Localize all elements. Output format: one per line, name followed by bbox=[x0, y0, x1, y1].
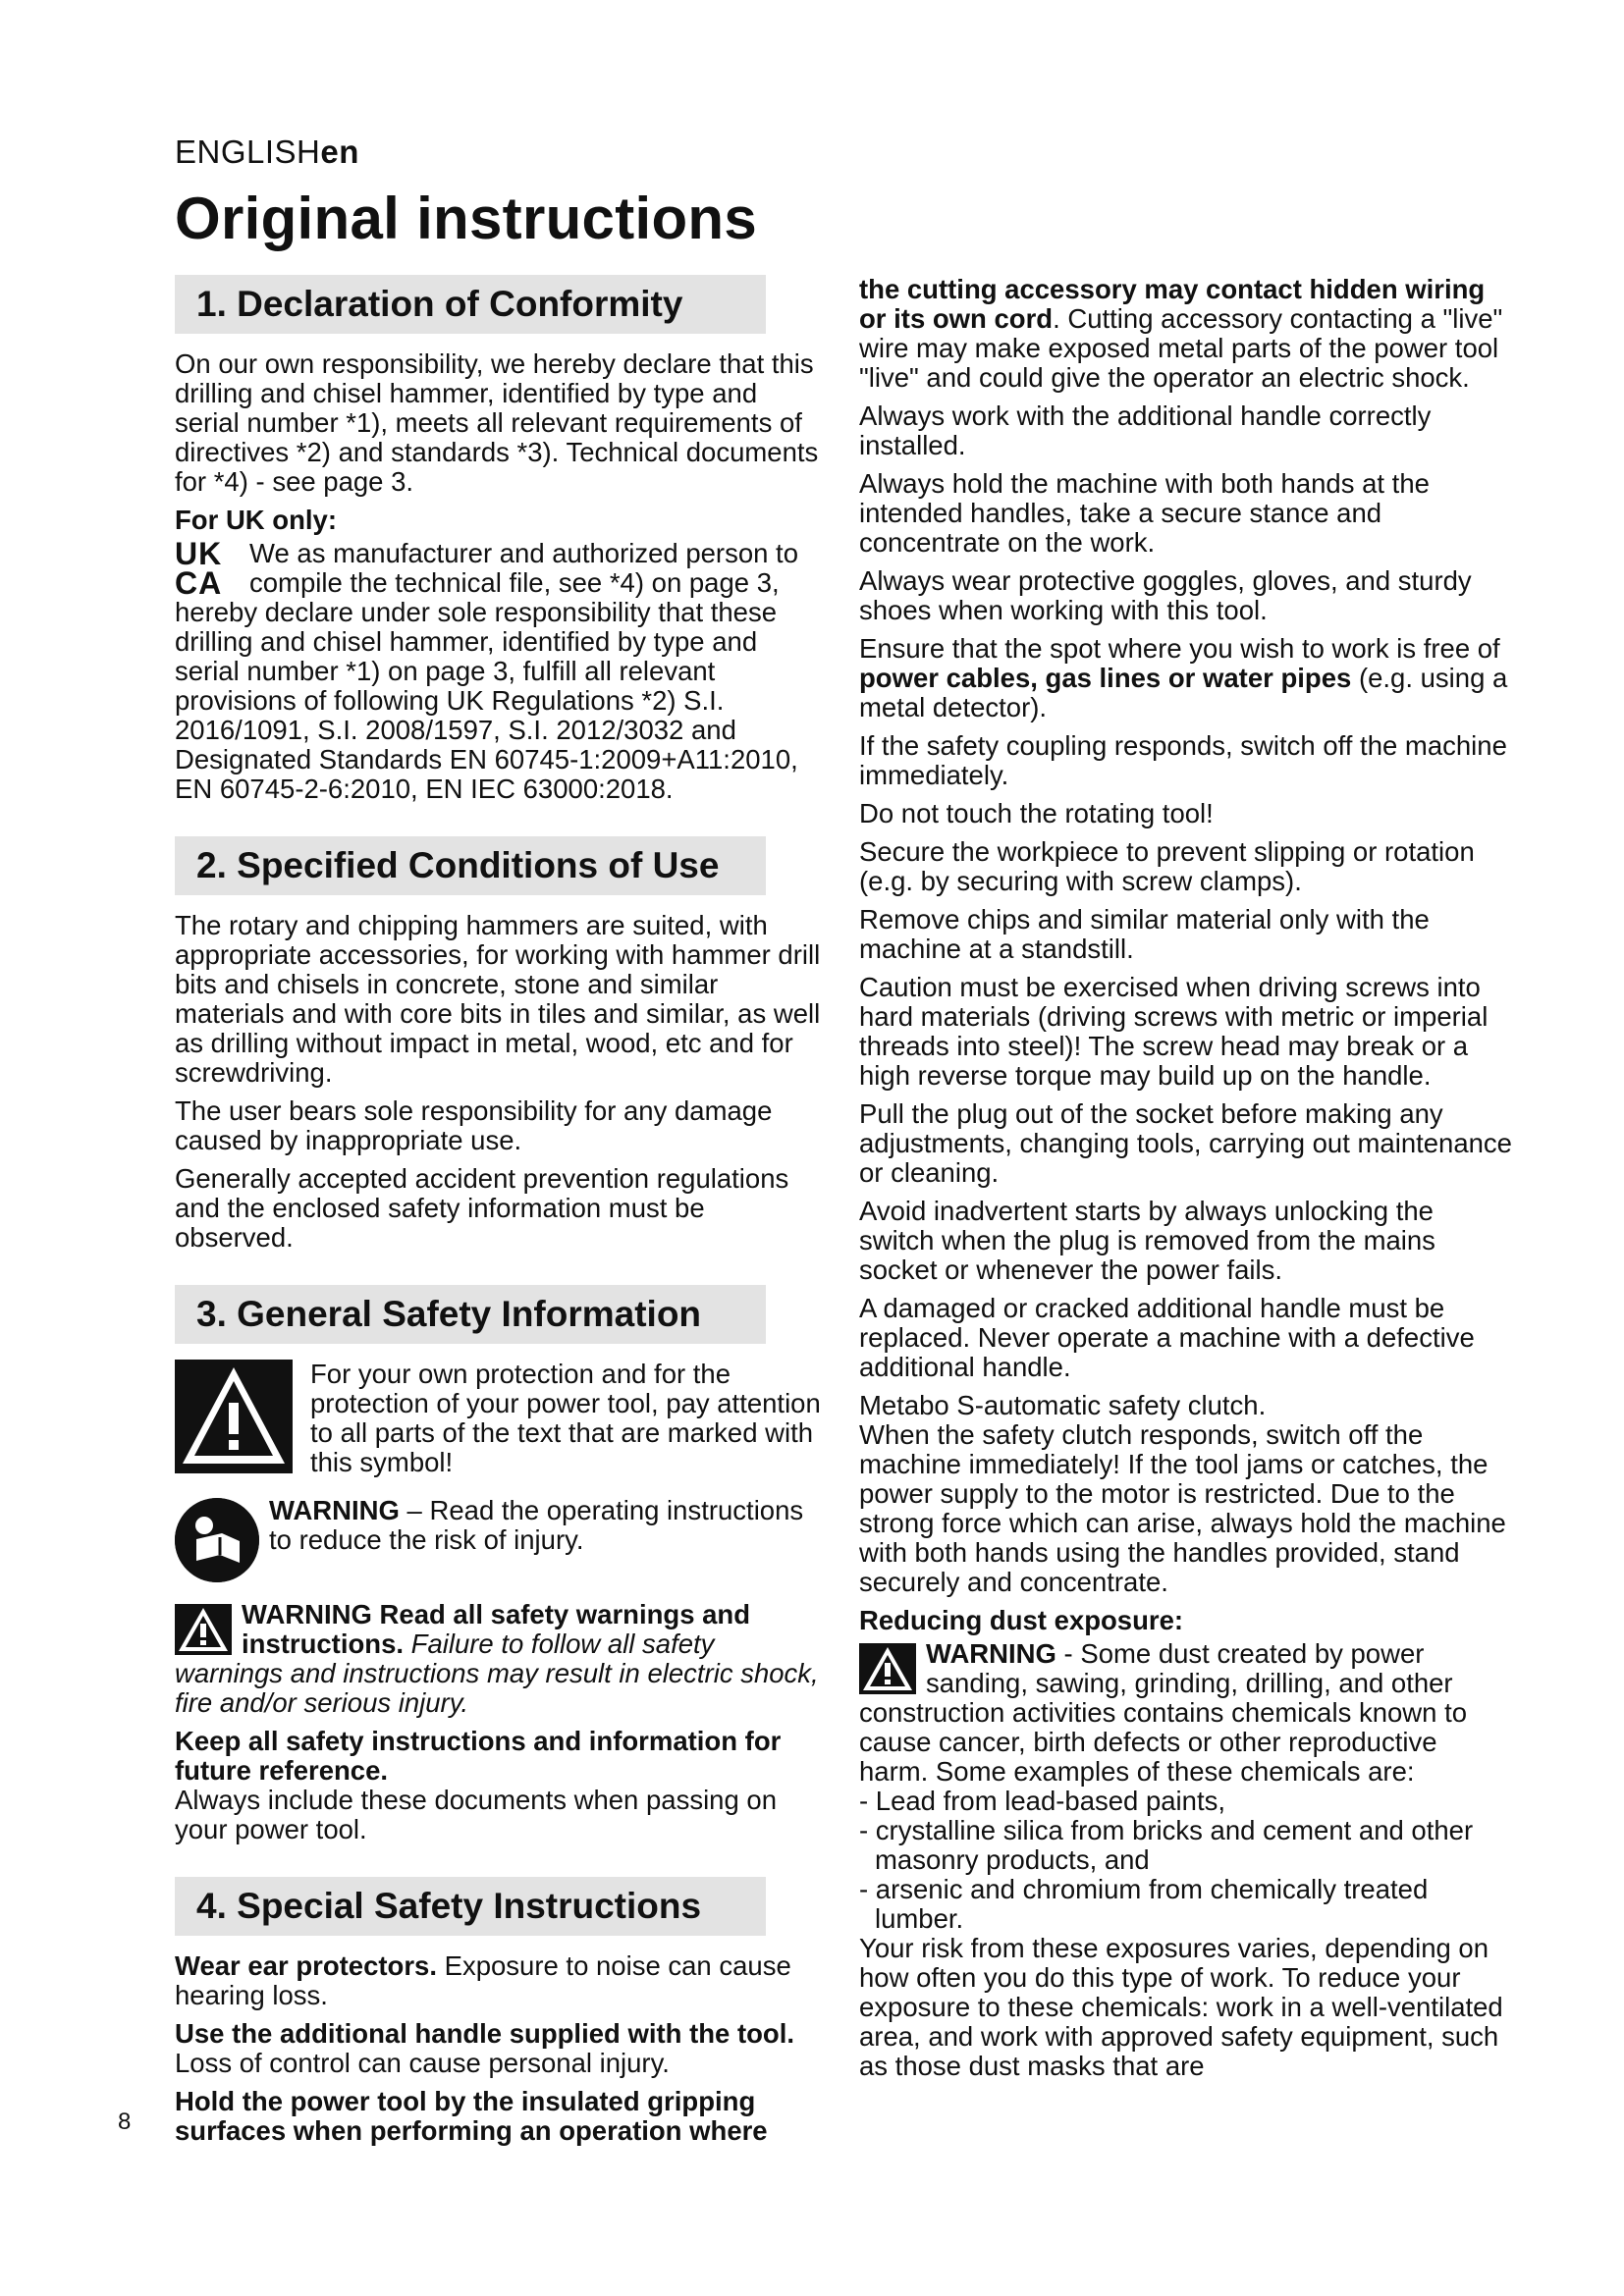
dust-warning-block bbox=[859, 1639, 1513, 1787]
instruction-r8: Remove chips and similar material only with the machine at a standstill. bbox=[859, 904, 1430, 964]
warning-small-icon bbox=[175, 1604, 232, 1655]
language-code: en bbox=[320, 133, 359, 170]
instruction-r7: Secure the workpiece to prevent slipping or rotation (e.g. by securing with screw clamps). bbox=[859, 836, 1475, 896]
ukca-mark-top: UK bbox=[175, 536, 223, 571]
hidden-wiring-heading: the cutting accessory may contact hidden wiring or its own cord bbox=[859, 274, 1486, 334]
read-manual-icon bbox=[175, 1498, 259, 1582]
document-title: Original instructions bbox=[175, 186, 758, 251]
instruction-r9: Caution must be exercised when driving screws into hard materials (driving screws with metric or imperial threads into steel)! The screw head may break or a high reverse torque may build up on the handle. bbox=[859, 972, 1489, 1091]
dust-list-item: - Lead from lead-based paints, bbox=[859, 1786, 1225, 1816]
keep-instructions-text: Always include these documents when passing on your power tool. bbox=[175, 1785, 778, 1844]
warning-bold-text: WARNING Read all safety warnings and instructions. bbox=[242, 1599, 751, 1659]
left-column bbox=[175, 275, 829, 2155]
conditions-paragraph-1: The rotary and chipping hammers are suited, with appropriate accessories, for working with hammer drill bits and chisels in concrete, stone and similar materials and with core bits in tiles and similar, as well as drilling without impact in metal, wood, etc and for screwdriving. bbox=[175, 910, 821, 1088]
instruction-r10: Pull the plug out of the socket before making any adjustments, changing tools, carrying out maintenance or cleaning. bbox=[859, 1098, 1512, 1188]
declaration-paragraph: On our own responsibility, we hereby declare that this drilling and chisel hammer, identified by type and serial number *1), meets all relevant requirements of directives *2) and standards *3). Technical documents for *4) - see page 3. bbox=[175, 348, 819, 497]
uk-declaration-text: We as manufacturer and authorized person to compile the technical file, see *4) on page 3, hereby declare under sole responsibility that these drilling and chisel hammer, identified by type and serial number *1) on page 3, fulfill all relevant provisions of following UK Regulations *2) S.I. 2016/1091, S.I. 2008/1597, S.I. 2012/3032 and Designated Standards EN 60745-1:2009+A11:2010, EN 60745-2-6:2010, EN IEC 63000:2018. bbox=[175, 538, 798, 804]
section-heading-general-safety: 3. General Safety Information bbox=[175, 1285, 766, 1344]
right-column bbox=[859, 275, 1513, 2090]
section-heading-special-safety: 4. Special Safety Instructions bbox=[175, 1877, 766, 1936]
uk-only-heading: For UK only: bbox=[175, 505, 337, 535]
instruction-r3: Always wear protective goggles, gloves, and sturdy shoes when working with this tool. bbox=[859, 565, 1472, 625]
instruction-r12: A damaged or cracked additional handle must be replaced. Never operate a machine with a defective additional handle. bbox=[859, 1293, 1475, 1382]
instruction-r5: If the safety coupling responds, switch off the machine immediately. bbox=[859, 730, 1507, 790]
instruction-r6: Do not touch the rotating tool! bbox=[859, 798, 1214, 828]
symbol-notice-text: For your own protection and for the protection of your power tool, pay attention to all parts of the text that are marked with this symbol! bbox=[310, 1359, 821, 1477]
ear-protectors-text: Exposure to noise can cause hearing loss. bbox=[175, 1950, 791, 2010]
additional-handle-heading: Use the additional handle supplied with the tool. bbox=[175, 2018, 794, 2049]
read-warning-text: – Read the operating instructions to reduce the risk of injury. bbox=[269, 1496, 804, 1555]
language-name: ENGLISH bbox=[175, 133, 321, 170]
conditions-paragraph-3: Generally accepted accident prevention regulations and the enclosed safety information must be observed. bbox=[175, 1163, 789, 1253]
dust-exposure-heading: Reducing dust exposure: bbox=[859, 1605, 1184, 1635]
instruction-r11: Avoid inadvertent starts by always unlocking the switch when the plug is removed from the mains socket or whenever the power fails. bbox=[859, 1196, 1435, 1285]
read-manual-notice bbox=[175, 1496, 829, 1586]
dust-list-item: - arsenic and chromium from chemically treated lumber. bbox=[859, 1874, 1429, 1934]
dust-exposure-text: Your risk from these exposures varies, depending on how often you do this type of work. To reduce your exposure to these chemicals: work in a well-ventilated area, and work with approved safety equipment, such as those dust masks that are bbox=[859, 1933, 1503, 2081]
additional-handle-text: Loss of control can cause personal injury. bbox=[175, 2048, 670, 2078]
instruction-r1: Always work with the additional handle correctly installed. bbox=[859, 400, 1432, 460]
ukca-mark-icon bbox=[175, 536, 240, 601]
section-heading-conditions: 2. Specified Conditions of Use bbox=[175, 836, 766, 895]
keep-instructions-heading: Keep all safety instructions and information for future reference. bbox=[175, 1726, 782, 1786]
uk-declaration bbox=[175, 536, 829, 804]
symbol-notice bbox=[175, 1360, 829, 1486]
page-number: 8 bbox=[118, 2109, 132, 2135]
dust-warning-text: - Some dust created by power sanding, sawing, grinding, drilling, and other construction activities contains chemicals known to cause cancer, birth defects or other reproductive harm. Some examples of these chemicals are: bbox=[859, 1638, 1468, 1787]
safety-clutch-title: Metabo S-automatic safety clutch. bbox=[859, 1390, 1267, 1420]
safety-warning-block bbox=[175, 1600, 829, 1718]
instruction-r4: Ensure that the spot where you wish to work is free of power cables, gas lines or water pipes (e.g. using a metal detector). bbox=[859, 633, 1508, 722]
conditions-paragraph-2: The user bears sole responsibility for any damage caused by inappropriate use. bbox=[175, 1095, 773, 1155]
ukca-mark-bottom: CA bbox=[175, 565, 223, 601]
language-label bbox=[175, 133, 359, 171]
ear-protectors-heading: Wear ear protectors. bbox=[175, 1950, 437, 1981]
insulated-gripping-heading: Hold the power tool by the insulated gripping surfaces when performing an operation where bbox=[175, 2086, 768, 2146]
instruction-r2: Always hold the machine with both hands at the intended handles, take a secure stance and concentrate on the work. bbox=[859, 468, 1430, 558]
warning-triangle-icon bbox=[175, 1360, 293, 1473]
dust-warning-icon bbox=[859, 1643, 916, 1694]
dust-warning-label: WARNING bbox=[926, 1638, 1056, 1669]
safety-clutch-text: When the safety clutch responds, switch off the machine immediately! If the tool jams or catches, the power supply to the motor is restricted. Due to the strong force which can arise, always hold the machine with both hands using the handles provided, stand securely and concentrate. bbox=[859, 1419, 1506, 1597]
warning-italic-text: Failure to follow all safety warnings and instructions may result in electric shock, fire and/or serious injury. bbox=[175, 1629, 819, 1718]
section-heading-declaration: 1. Declaration of Conformity bbox=[175, 275, 766, 334]
hidden-wiring-text: . Cutting accessory contacting a "live" wire may make exposed metal parts of the power tool "live" and could give the operator an electric shock. bbox=[859, 303, 1503, 393]
read-warning-label: WARNING bbox=[269, 1496, 400, 1525]
dust-list-item: - crystalline silica from bricks and cement and other masonry products, and bbox=[859, 1815, 1474, 1875]
